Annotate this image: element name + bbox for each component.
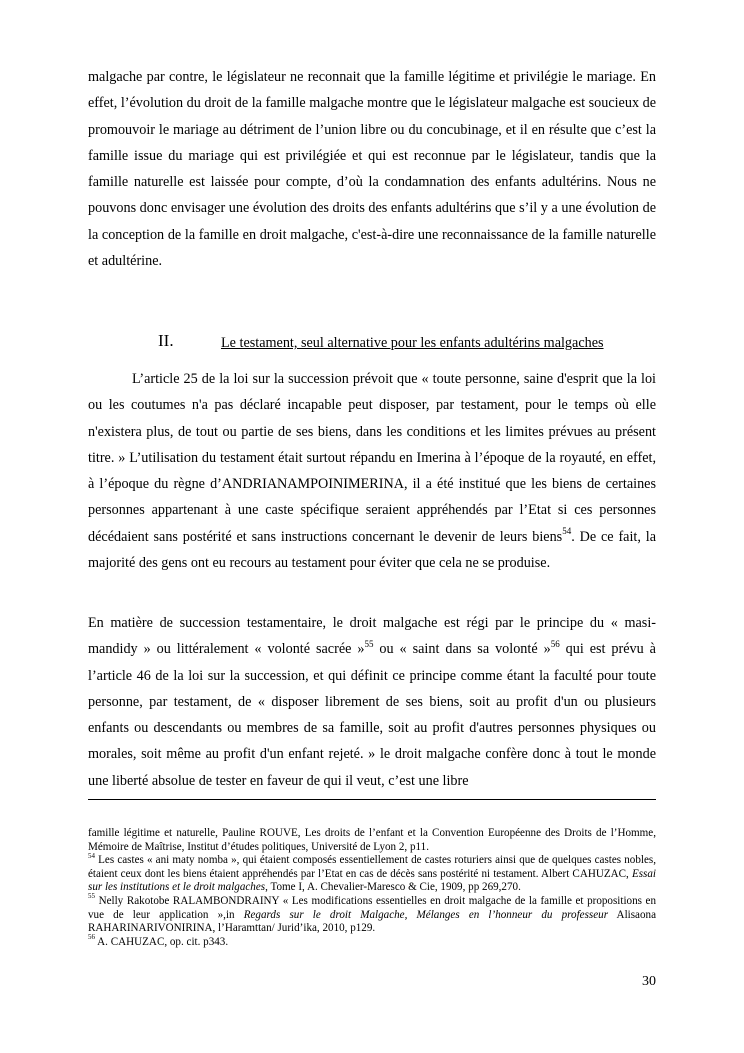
paragraph-text: . De ce fait, la majorité des gens ont eu recours au testament pour éviter que cela ne se produise.: [88, 528, 656, 572]
paragraph-text: qui est prévu à l’article 46 de la loi sur la succession, et qui définit ce principe comme étant la faculté pour toute personne, par testament, de « disposer librement de ses biens, soit au profit d'un ou plusieurs enfants ou descendants ou membres de sa famille, soit au profit d'autres personnes physiques ou morales, soit même au profit d'un enfant rejeté. » le droit malgache confère donc à tout le monde une liberté absolue de tester en faveur de qui il veut, c’est une libre: [88, 641, 656, 789]
body-paragraph: [88, 610, 656, 794]
footnote-text: Alisaona RAHARINARIVONIRINA, l’Haramttan/ Jurid’ika, 2010, p129.: [88, 908, 656, 935]
page-number: 30: [642, 974, 656, 989]
footnote-text: , Tome I, A. Chevalier-Maresco & Cie, 1909, pp 269,270.: [265, 881, 521, 894]
footnote-ref[interactable]: 56: [550, 638, 560, 649]
footnote-text: Les castes « ani maty nomba », qui étaient composés essentiellement de castes roturiers ainsi que de quelques castes nobles, étaient ceux dont les biens étaient appréhendés par l’Etat en cas de décès sans postérité ni testament. Albert CAHUZAC,: [88, 854, 656, 880]
section-heading: [88, 328, 656, 354]
footnote-54: [88, 851, 656, 895]
footnote-ref[interactable]: 54: [562, 526, 572, 537]
body-paragraph: [88, 366, 656, 576]
paragraph-text: L’article 25 de la loi sur la succession prévoit que « toute personne, saine d'esprit que la loi ou les coutumes n'a pas déclaré incapable peut disposer, par testament, pour le temps où elle n'existera plus, de tout ou partie de ses biens, dans les conditions et les limites prévues au présent titre. » L’utilisation du testament était surtout répandu en Imerina à l’époque de la royauté, en effet, à l’époque du règne d’ANDRIANAMPOINIMERINA, il a été institué que les biens de certaines personnes appartenant à une caste spécifique seraient appréhendés par l’Etat si ces personnes décédaient sans postérité et sans instructions concernant le devenir de leurs biens: [88, 371, 656, 545]
section-title: Le testament, seul alternative pour les enfants adultérins malgaches: [221, 335, 604, 351]
footnote-separator: [88, 799, 656, 800]
footnote-number: 56: [88, 933, 95, 942]
footnote-number: 54: [88, 851, 95, 860]
footnote-ref[interactable]: 55: [364, 638, 374, 649]
paragraph-text: ou « saint dans sa volonté »: [373, 641, 551, 658]
footnote-text: Nelly Rakotobe RALAMBONDRAINY « Les modifications essentielles en droit malgache de la famille et propositions en vue de leur application »,in: [88, 894, 656, 921]
section-number: II.: [158, 331, 174, 350]
footnote-56: [88, 933, 656, 950]
footnote-number: 55: [88, 892, 95, 901]
footnote-text: A. CAHUZAC, op. cit. p343.: [95, 935, 229, 948]
footnote-continued: famille légitime et naturelle, Pauline ROUVE, Les droits de l’enfant et la Convention Européenne des Droits de l’Homme, Mémoire de Maîtrise, Institut d’études politiques, Université de Lyon 2, p11.: [88, 827, 656, 853]
footnote-55: [88, 892, 656, 936]
paragraph-text: En matière de succession testamentaire, le droit malgache est régi par le principe du « masi-mandidy » ou littéralement « volonté sacrée »: [88, 615, 656, 658]
body-paragraph: malgache par contre, le législateur ne reconnait que la famille légitime et privilégie le mariage. En effet, l’évolution du droit de la famille malgache montre que le législateur malgache est soucieux de promouvoir le mariage au détriment de l’union libre ou du concubinage, et il en résulte que c’est la famille issue du mariage qui est privilégiée et qui est reconnue par le législateur, tandis que la famille naturelle est laissée pour compte, d’où la condamnation des enfants adultérins. Nous ne pouvons donc envisager une évolution des droits des enfants adultérins que s’il y a une évolution de la conception de la famille en droit malgache, c'est-à-dire une reconnaissance de la famille naturelle et adultérine.: [88, 69, 656, 270]
footnote-italic: Regards sur le droit Malgache, Mélanges en l’honneur du professeur: [243, 908, 609, 921]
footnote-italic: Essai sur les institutions et le droit malgaches: [88, 867, 656, 894]
footnotes: [88, 827, 656, 949]
